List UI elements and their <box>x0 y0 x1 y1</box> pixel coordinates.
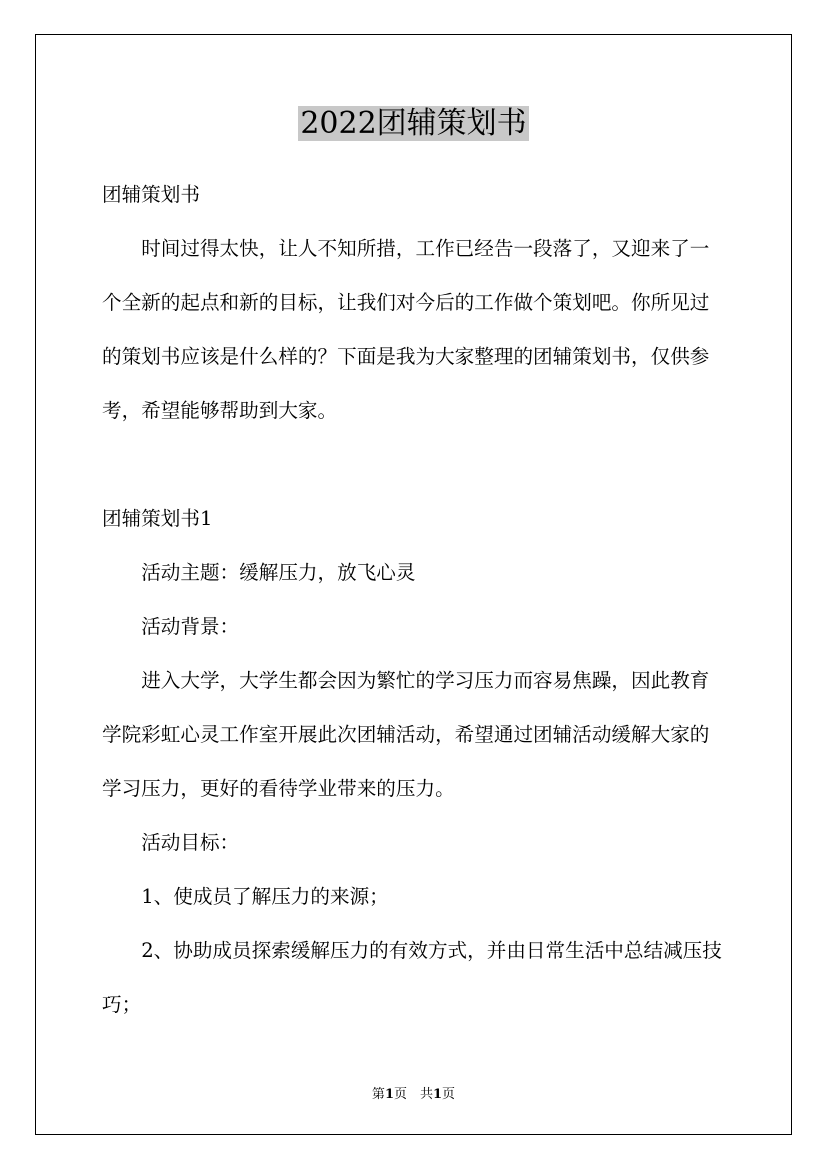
page-footer <box>0 1083 827 1102</box>
footer-mid: 页 共 <box>393 1087 433 1102</box>
document-title-text: 2022团辅策划书 <box>300 106 527 141</box>
activity-goals-label: 活动目标： <box>141 831 240 854</box>
activity-background-text: 进入大学，大学生都会因为繁忙的学习压力而容易焦躁，因此教育学院彩虹心灵工作室开展此次团辅活动，希望通过团辅活动缓解大家的学习压力，更好的看待学业带来的压力。 <box>102 669 710 800</box>
document-body <box>102 168 728 1032</box>
footer-prefix: 第 <box>371 1087 385 1102</box>
goal-item-1: 1、使成员了解压力的来源； <box>141 885 389 908</box>
goal-item-2: 2、协助成员探索缓解压力的有效方式，并由日常生活中总结减压技巧； <box>102 939 722 1016</box>
activity-theme: 活动主题：缓解压力，放飞心灵 <box>141 561 416 584</box>
heading-section-1: 团辅策划书1 <box>102 507 213 530</box>
document-title <box>0 104 827 144</box>
blank-line <box>102 438 728 492</box>
footer-suffix: 页 <box>442 1087 456 1102</box>
heading-main: 团辅策划书 <box>102 183 200 206</box>
intro-paragraph: 时间过得太快，让人不知所措，工作已经告一段落了，又迎来了一个全新的起点和新的目标，让我们对今后的工作做个策划吧。你所见过的策划书应该是什么样的？下面是我为大家整理的团辅策划书，仅供参考，希望能够帮助到大家。 <box>102 237 710 422</box>
footer-page-number: 1 <box>384 1087 394 1102</box>
footer-page-total: 1 <box>433 1087 443 1102</box>
activity-background-label: 活动背景： <box>141 615 240 638</box>
